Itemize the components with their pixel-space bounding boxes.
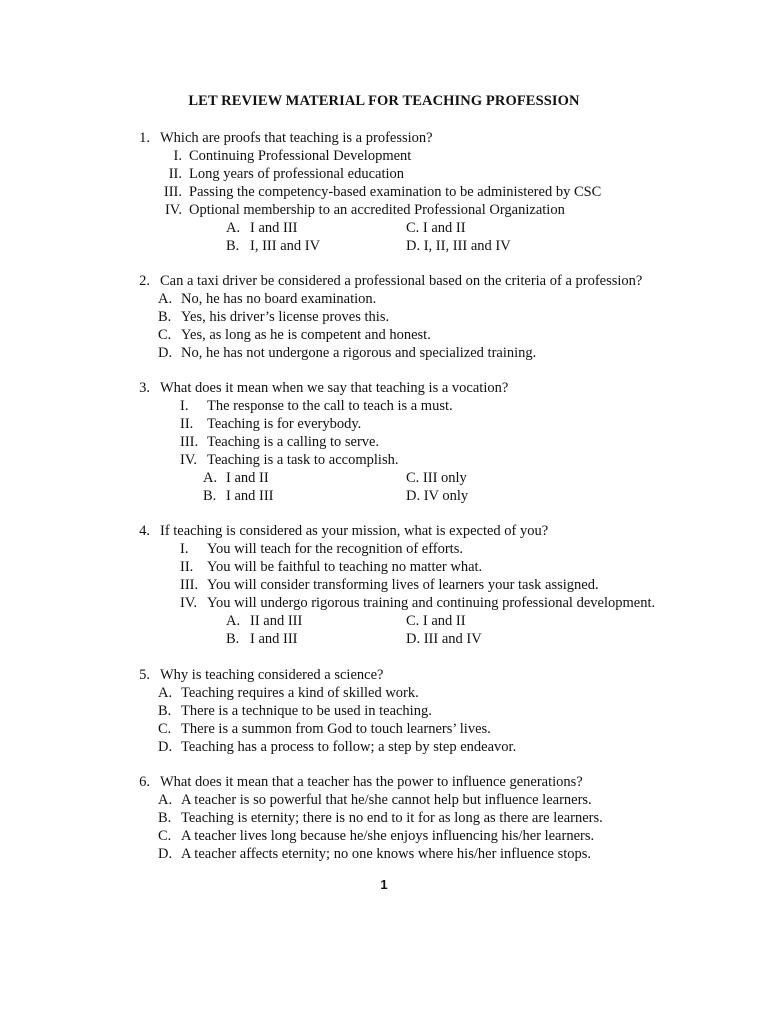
choice-letter: B.: [226, 238, 240, 254]
roman-numeral: IV.: [164, 202, 182, 218]
question-number: 1.: [139, 130, 150, 146]
roman-numeral: I.: [180, 398, 189, 414]
option-letter: C.: [158, 721, 172, 737]
answer-choice: C. I and II: [406, 220, 466, 236]
choice-letter: B.: [226, 631, 240, 647]
statement-item: Teaching is a task to accomplish.: [207, 452, 399, 468]
statement-item: The response to the call to teach is a must.: [207, 398, 453, 414]
answer-choice: C. III only: [406, 470, 467, 486]
option-letter: B.: [158, 703, 172, 719]
answer-choice: I and III: [226, 488, 274, 504]
statement-item: Long years of professional education: [189, 166, 405, 182]
statement-item: You will teach for the recognition of efforts.: [207, 541, 463, 557]
document-title: LET REVIEW MATERIAL FOR TEACHING PROFESSION: [188, 93, 580, 109]
question-text: What does it mean when we say that teaching is a vocation?: [160, 380, 509, 396]
statement-item: Continuing Professional Development: [189, 148, 412, 164]
option-letter: B.: [158, 810, 172, 826]
page-number: 1: [380, 877, 388, 892]
roman-numeral: III.: [163, 184, 182, 200]
answer-choice: D. IV only: [406, 488, 469, 504]
choice-letter: B.: [203, 488, 217, 504]
option-letter: A.: [158, 291, 173, 307]
option-letter: D.: [158, 345, 173, 361]
option-letter: C.: [158, 828, 172, 844]
answer-choice: I, III and IV: [250, 238, 321, 254]
question-text: Why is teaching considered a science?: [160, 667, 384, 683]
question-text: What does it mean that a teacher has the power to influence generations?: [160, 774, 583, 790]
answer-option: Teaching requires a kind of skilled work.: [181, 685, 419, 701]
option-letter: A.: [158, 792, 173, 808]
answer-option: There is a summon from God to touch learners’ lives.: [181, 721, 491, 737]
answer-option: No, he has not undergone a rigorous and specialized training.: [181, 345, 537, 361]
statement-item: Passing the competency-based examination to be administered by CSC: [189, 184, 602, 200]
roman-numeral: I.: [180, 541, 189, 557]
answer-option: A teacher lives long because he/she enjoys influencing his/her learners.: [181, 828, 595, 844]
choice-letter: A.: [226, 220, 241, 236]
answer-option: Yes, as long as he is competent and honest.: [181, 327, 431, 343]
answer-option: Teaching is eternity; there is no end to it for as long as there are learners.: [181, 810, 603, 826]
question-number: 2.: [139, 273, 150, 289]
answer-option: A teacher is so powerful that he/she cannot help but influence learners.: [181, 792, 592, 808]
roman-numeral: III.: [180, 434, 199, 450]
option-letter: B.: [158, 309, 172, 325]
option-letter: D.: [158, 739, 173, 755]
option-letter: D.: [158, 846, 173, 862]
answer-choice: D. III and IV: [406, 631, 482, 647]
roman-numeral: III.: [180, 577, 199, 593]
statement-item: You will undergo rigorous training and continuing professional development.: [207, 595, 656, 611]
question-number: 4.: [139, 523, 150, 539]
answer-option: Yes, his driver’s license proves this.: [181, 309, 390, 325]
answer-choice: II and III: [250, 613, 303, 629]
question-number: 6.: [139, 774, 150, 790]
answer-option: There is a technique to be used in teaching.: [181, 703, 432, 719]
statement-item: Teaching is a calling to serve.: [207, 434, 380, 450]
question-number: 3.: [139, 380, 150, 396]
answer-choice: I and II: [226, 470, 269, 486]
question-text: If teaching is considered as your mission, what is expected of you?: [160, 523, 549, 539]
option-letter: A.: [158, 685, 173, 701]
roman-numeral: IV.: [180, 595, 198, 611]
question-text: Can a taxi driver be considered a professional based on the criteria of a profession?: [160, 273, 643, 289]
roman-numeral: II.: [180, 559, 194, 575]
roman-numeral: IV.: [180, 452, 198, 468]
question-number: 5.: [139, 667, 150, 683]
roman-numeral: I.: [173, 148, 182, 164]
option-letter: C.: [158, 327, 172, 343]
statement-item: Optional membership to an accredited Professional Organization: [189, 202, 565, 218]
answer-choice: D. I, II, III and IV: [406, 238, 511, 254]
answer-option: Teaching has a process to follow; a step by step endeavor.: [181, 739, 517, 755]
question-text: Which are proofs that teaching is a profession?: [160, 130, 433, 146]
answer-choice: I and III: [250, 220, 298, 236]
statement-item: Teaching is for everybody.: [207, 416, 362, 432]
choice-letter: A.: [203, 470, 218, 486]
roman-numeral: II.: [168, 166, 182, 182]
roman-numeral: II.: [180, 416, 194, 432]
answer-choice: C. I and II: [406, 613, 466, 629]
answer-option: A teacher affects eternity; no one knows where his/her influence stops.: [181, 846, 592, 862]
answer-choice: I and III: [250, 631, 298, 647]
statement-item: You will be faithful to teaching no matter what.: [207, 559, 483, 575]
choice-letter: A.: [226, 613, 241, 629]
answer-option: No, he has no board examination.: [181, 291, 377, 307]
statement-item: You will consider transforming lives of learners your task assigned.: [207, 577, 599, 593]
